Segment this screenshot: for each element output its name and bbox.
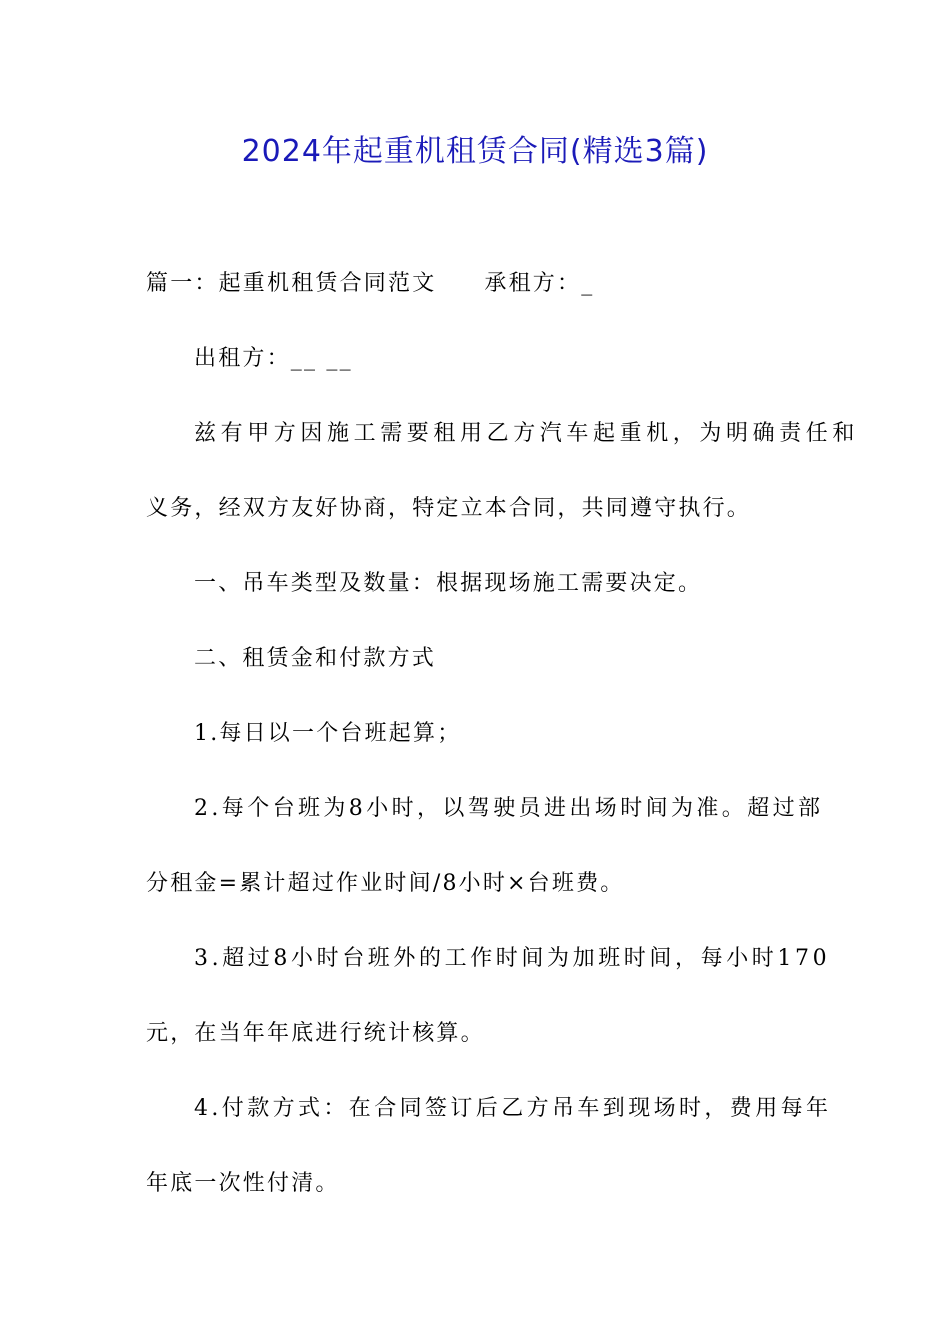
paragraph-line: 兹有甲方因施工需要租用乙方汽车起重机，为明确责任和 — [194, 421, 860, 446]
clause-heading: 一、吊车类型及数量：根据现场施工需要决定。 — [194, 571, 703, 596]
clause-item: 2.每个台班为8小时，以驾驶员进出场时间为准。超过部 — [194, 796, 824, 821]
lessor-label: 出租方：__ __ — [194, 346, 353, 371]
clause-item-continuation: 分租金=累计超过作业时间/8小时×台班费。 — [146, 871, 625, 896]
paragraph-line: 义务，经双方友好协商，特定立本合同，共同遵守执行。 — [146, 496, 752, 521]
clause-item: 4.付款方式：在合同签订后乙方吊车到现场时，费用每年 — [194, 1096, 832, 1121]
clause-item-continuation: 元，在当年年底进行统计核算。 — [146, 1021, 485, 1046]
clause-item-continuation: 年底一次性付清。 — [146, 1171, 340, 1196]
section-heading: 篇一：起重机租赁合同范文 — [146, 271, 437, 296]
lessee-label: 承租方：_ — [484, 271, 595, 296]
clause-heading: 二、租赁金和付款方式 — [194, 646, 437, 671]
clause-item: 1.每日以一个台班起算； — [194, 721, 462, 746]
clause-item: 3.超过8小时台班外的工作时间为加班时间，每小时170 — [194, 946, 831, 971]
section-heading-line — [146, 268, 594, 300]
document-title: 2024年起重机租赁合同(精选3篇) — [241, 134, 709, 169]
